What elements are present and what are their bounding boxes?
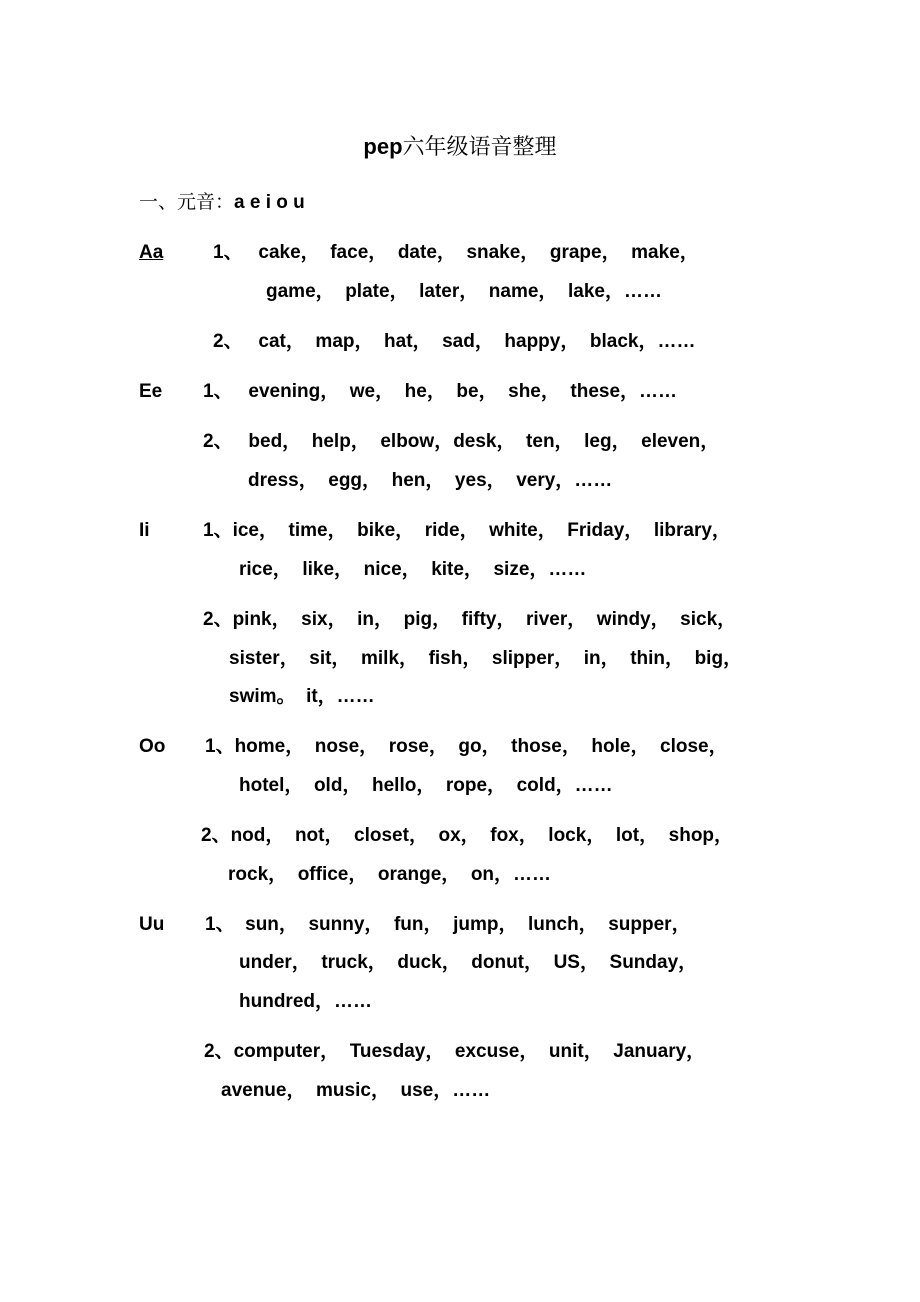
word-line: 2、pink， six， in， pig， fifty， river， windy， sick，	[203, 609, 737, 630]
title-zh: 六年级语音整理	[402, 135, 557, 160]
word-line: hotel， old， hello， rope， cold，……	[239, 775, 613, 796]
section-letter-oo: Oo	[139, 736, 166, 757]
section-letter-uu: Uu	[139, 914, 165, 935]
word-line: avenue， music， use，……	[221, 1080, 491, 1101]
word-line: 1、 sun， sunny， fun， jump， lunch， supper，	[205, 914, 691, 935]
page-title	[0, 136, 920, 159]
word-line: under， truck， duck， donut， US， Sunday，	[239, 952, 698, 973]
word-line: 2、nod， not， closet， ox， fox， lock， lot， shop，	[201, 825, 734, 846]
word-line: 2、 bed， help， elbow，desk， ten， leg， eleven，	[203, 431, 720, 452]
word-line: 1、ice， time， bike， ride， white， Friday， library，	[203, 520, 731, 541]
section-letter-ii: Ii	[139, 520, 150, 541]
word-line: rock， office， orange， on，……	[228, 864, 552, 885]
vowels-heading	[139, 193, 305, 212]
word-line: sister， sit， milk， fish， slipper， in， thin， big，	[229, 648, 743, 669]
word-line: 1、 evening， we， he， be， she， these，……	[203, 381, 678, 402]
word-line: swim。 it，……	[229, 686, 375, 707]
word-line: dress， egg， hen， yes， very，……	[248, 470, 613, 491]
word-line: 2、 cat， map， hat， sad， happy， black，……	[213, 331, 696, 352]
section-letter-aa: Aa	[139, 242, 164, 263]
word-line: 2、computer， Tuesday， excuse， unit， January，	[204, 1041, 706, 1062]
word-line: rice， like， nice， kite， size，……	[239, 559, 587, 580]
section-letter-ee: Ee	[139, 381, 163, 402]
vowels-heading-label: 一、元音：	[139, 191, 235, 213]
title-en: pep	[363, 134, 403, 159]
word-line: hundred，……	[239, 991, 372, 1012]
vowels-heading-letters: a e i o u	[234, 192, 305, 213]
word-line: 1、home， nose， rose， go， those， hole， close，	[205, 736, 728, 757]
word-line: game， plate， later， name， lake，……	[266, 281, 662, 302]
word-line: 1、 cake， face， date， snake， grape， make，	[213, 242, 699, 263]
